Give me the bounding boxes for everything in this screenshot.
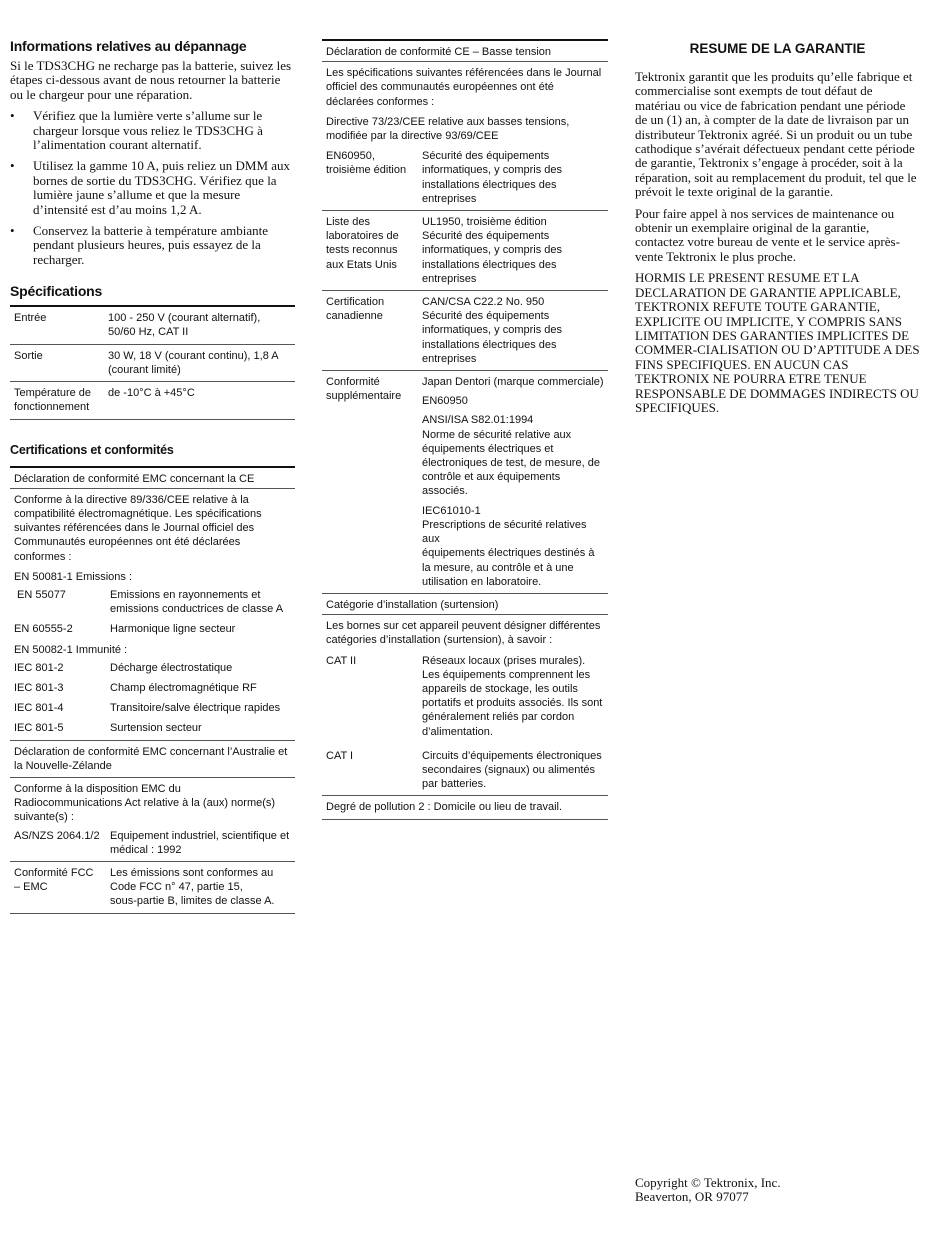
aus-header: Déclaration de conformité EMC concernant l’Australie et la Nouvelle-Zélande [10,740,295,777]
norm-value: Circuits d’équipements électroniques secondaires (signaux) ou alimentés par batteries. [422,749,602,791]
troubleshooting-title: Informations relatives au dépannage [10,38,247,54]
table-row [10,659,295,679]
norm-key: AS/NZS 2064.1/2 [14,829,100,842]
norm-value: Emissions en rayonnements et emissions conductrices de classe A [110,588,284,616]
norm-key: IEC 801-3 [14,681,64,694]
norm-key: Conformité FCC – EMC [14,866,94,894]
norm-entry: EN60950 [422,395,468,408]
norm-value: Champ électromagnétique RF [110,681,257,694]
table-row [10,382,295,419]
table-row [10,861,295,914]
norm-value: CAN/CSA C22.2 No. 950 Sécurité des équipements informatiques, y compris des installations électriques des entreprises [422,296,562,365]
norm-value: Sécurité des équipements informatiques, y compris des installations électriques des entreprises [422,150,562,205]
norm-entry: Japan Dentori (marque commerciale) [422,376,604,389]
norm-key: IEC 801-4 [14,702,64,715]
copyright-line: Copyright © Tektronix, Inc. [635,1175,781,1190]
norm-value: UL1950, troisième édition Sécurité des équipements informatiques, y compris des installations électriques des entreprises [422,216,562,285]
aus-text: Conforme à la disposition EMC du Radiocommunications Act relative à la (aux) norme(s) suivante(s) : [10,777,295,827]
specs-table [10,305,295,419]
norm-key: IEC 801-2 [14,661,64,674]
emc-ce-header: Déclaration de conformité EMC concernant la CE [14,472,255,485]
warranty-paragraph: Pour faire appel à nos services de maintenance ou obtenir un exemplaire original de la garantie, contactez votre bureau de vente et le service après-vente Tektronix le plus proche. [635,205,900,264]
spec-value: 30 W, 18 V (courant continu), 1,8 A (courant limité) [108,349,279,376]
norm-value: Décharge électrostatique [110,661,233,674]
address-line: Beaverton, OR 97077 [635,1189,749,1205]
copyright-block [635,1176,781,1205]
troubleshooting-intro: Si le TDS3CHG ne recharge pas la batterie, suivez les étapes ci-dessous avant de nous retourner la batterie ou le chargeur pour une réparation. [10,58,292,102]
spec-key: Entrée [14,312,47,325]
norm-value: Transitoire/salve électrique rapides [110,702,281,715]
norm-key: Certification canadienne [326,296,385,323]
immunity-label: EN 50082-1 Immunité : [14,643,128,656]
spec-key: Sortie [14,349,43,362]
lv-directive: Directive 73/23/CEE relative aux basses tensions, modifiée par la directive 93/69/CEE [326,115,570,143]
troubleshooting-step: • Conservez la batterie à température ambiante pendant plusieurs heures, puis essayez de la recharger. [10,224,295,267]
norm-key: EN60950, troisième édition [326,150,407,177]
warranty-disclaimer: HORMIS LE PRESENT RESUME ET LA DECLARATION DE GARANTIE APPLICABLE, TEKTRONIX REFUTE TOUTE GARANTIE, EXPLICITE OU IMPLICITE, Y COMPRIS SANS LIMITATION DES GARANTIES IMPLICITES DE COMMER-CIALISATION OU D’APTITUDE A DES FINS SPECIFIQUES. EN AUCUN CAS TEKTRONIX NE POURRA ETRE TENUE RESPONSABLE DE DOMMAGES INDIRECTS OU SPECIFIQUES. [635,270,920,415]
table-row [322,290,608,370]
low-voltage-block [322,39,608,820]
table-row [322,650,608,743]
specs-title: Spécifications [10,283,103,300]
emc-ce-text: Conforme à la directive 89/336/CEE relative à la compatibilité électromagnétique. Les spécifications suivantes référencées dans le Journal officiel des Communautés européennes ont été déclarées conformes : [10,488,295,566]
norm-value: Surtension secteur [110,722,202,735]
install-header: Catégorie d’installation (surtension) [322,593,608,614]
norm-key: IEC 801-5 [14,722,64,735]
troubleshooting-step: • Utilisez la gamme 10 A, puis reliez un DMM aux bornes de sortie du TDS3CHG. Vérifiez que la lumière jaune s’allume et que la mesure d’intensité est d’au moins 1,2 A. [10,159,295,217]
norm-value: Réseaux locaux (prises murales). Les équipements comprennent les appareils de stockage, les outils portatifs et produits associés. Ils sont généralement reliés par cordon d’alimentation. [422,654,603,738]
norm-value: Harmonique ligne secteur [110,623,236,636]
norm-value: Les émissions sont conformes au Code FCC n° 47, partie 15, sous-partie B, limites de classe A. [110,866,275,908]
middle-column [322,0,608,820]
norm-value: Equipement industriel, scientifique et médical : 1992 [110,829,290,856]
table-row [322,210,608,290]
spec-value: de -10°C à +45°C [108,387,195,400]
certs-title: Certifications et conformités [10,442,174,457]
norm-key: CAT II [326,654,357,667]
table-row [10,699,295,719]
right-column [635,0,920,415]
table-row [10,586,295,620]
norm-entry: IEC61010-1 Prescriptions de sécurité relatives aux équipements électriques destinés à la mesure, au contrôle et à une utilisation en laboratoire. [422,504,595,588]
table-row [10,344,295,381]
install-text: Les bornes sur cet appareil peuvent désigner différentes catégories d’installation (surtension), à savoir : [322,614,608,649]
warranty-paragraph: Tektronix garantit que les produits qu’elle fabrique et commercialise sont exempts de tout défaut de matériau ou vice de fabrication pendant une période de un (1) an, à compter de la date de livraison par un distributeur Tektronix agréé. Si un produit ou un tube cathodique s’avérait défectueux pendant cette période de garantie, Tektronix s’engage à procéder, soit à la réparation, soit au remplacement du produit, tel que le prévoit le texte original de la garantie. [635,69,917,200]
spec-value: 100 - 250 V (courant alternatif), 50/60 Hz, CAT II [108,312,261,339]
troubleshooting-list [10,109,295,267]
table-row [10,827,295,861]
table-row [10,719,295,739]
table-row [10,679,295,699]
table-row [322,145,608,210]
table-row [322,743,608,796]
certs-block [10,466,295,914]
warranty-title: RESUME DE LA GARANTIE [689,41,866,56]
pollution-degree: Degré de pollution 2 : Domicile ou lieu de travail. [322,795,608,819]
emissions-label: EN 50081-1 Emissions : [14,570,132,583]
spec-key: Température de fonctionnement [14,387,92,414]
norm-value [422,375,604,589]
norm-key: CAT I [326,749,354,762]
left-column [10,0,295,914]
norm-key: EN 55077 [17,588,66,601]
troubleshooting-step: • Vérifiez que la lumière verte s’allume sur le chargeur lorsque vous reliez le TDS3CHG à l’alimentation courant alternatif. [10,109,295,152]
table-row [10,306,295,344]
norm-key: Conformité supplémentaire [326,376,402,403]
table-row [322,370,608,593]
lv-text: Les spécifications suivantes référencées dans le Journal officiel des communautés européennes ont été déclarées conformes : [322,61,608,111]
norm-key: EN 60555-2 [14,623,73,636]
norm-key: Liste des laboratoires de tests reconnus aux Etats Unis [326,216,399,271]
norm-entry: ANSI/ISA S82.01:1994 Norme de sécurité relative aux équipements électriques et électroniques de test, de mesure, de contrôle et aux équipements associés. [422,414,600,498]
table-row [10,620,295,640]
lv-header: Déclaration de conformité CE – Basse tension [326,46,552,58]
